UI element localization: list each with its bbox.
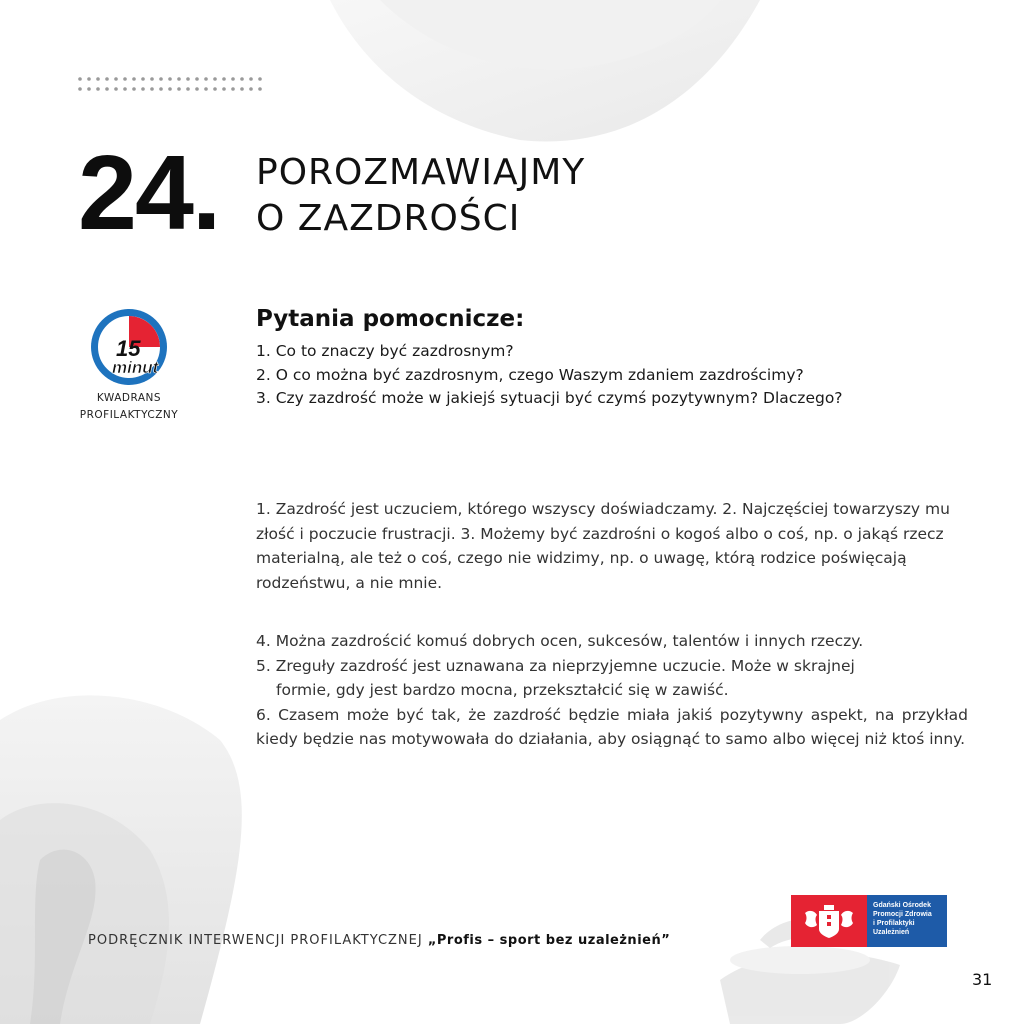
question-item: 3. Czy zazdrość może w jakiejś sytuacji być czymś pozytywnym? Dlaczego? bbox=[256, 389, 843, 407]
footer bbox=[88, 933, 670, 948]
answer-list bbox=[256, 629, 968, 752]
logo-line-3: i Profilaktyki bbox=[873, 920, 915, 927]
answer-item-5-line-1: 5. Zreguły zazdrość jest uznawana za nieprzyjemne uczucie. Może w skrajnej bbox=[256, 656, 855, 675]
logo-line-2: Promocji Zdrowia bbox=[873, 911, 932, 918]
organization-logo bbox=[791, 895, 947, 947]
title-line-2: O ZAZDROŚCI bbox=[256, 198, 521, 239]
questions-heading: Pytania pomocnicze: bbox=[256, 306, 525, 332]
logo-line-4: Uzależnień bbox=[873, 929, 910, 936]
chapter-number: 24. bbox=[78, 134, 220, 252]
page-title bbox=[256, 150, 585, 242]
badge-number: 15 bbox=[116, 336, 141, 361]
stopwatch-icon bbox=[86, 304, 172, 390]
logo-emblem bbox=[791, 895, 867, 947]
page-number: 31 bbox=[972, 970, 993, 989]
question-item: 2. O co można być zazdrosnym, czego Waszym zdaniem zazdrościmy? bbox=[256, 365, 804, 384]
badge-caption-line-1: KWADRANS bbox=[96, 392, 162, 404]
answer-item-5-line-2: formie, gdy jest bardzo mocna, przekształcić się w zawiść. bbox=[276, 681, 729, 699]
badge-caption bbox=[62, 390, 196, 424]
badge-unit: minut bbox=[112, 358, 159, 377]
footer-title: „Profis – sport bez uzależnień” bbox=[427, 933, 671, 948]
badge-caption-line-2: PROFILAKTYCZNY bbox=[79, 409, 179, 421]
title-line-1: POROZMAWIAJMY bbox=[256, 152, 586, 193]
answer-item-4: 4. Można zazdrościć komuś dobrych ocen, sukcesów, talentów i innych rzeczy. bbox=[256, 632, 864, 650]
coat-of-arms-icon bbox=[791, 895, 867, 947]
logo-text-panel bbox=[867, 895, 947, 947]
questions-list bbox=[256, 340, 976, 411]
logo-line-1: Gdański Ośrodek bbox=[873, 902, 931, 909]
answer-paragraph-1: 1. Zazdrość jest uczuciem, którego wszyscy doświadczamy. 2. Najczęściej towarzyszy mu złość i poczucie frustracji. 3. Możemy być zazdrośni o kogoś albo o coś, np. o jakąś rzecz materialną, ale też o coś, czego nie widzimy, np. o uwagę, którą rodzice poświęcają rodzeństwu, a nie mnie. bbox=[256, 500, 950, 592]
question-item: 1. Co to znaczy być zazdrosnym? bbox=[256, 342, 514, 360]
answer-item-6: 6. Czasem może być tak, że zazdrość będzie miała jakiś pozytywny aspekt, na przykład kiedy będzie nas motywowała do działania, aby osiągnąć to samo albo więcej niż ktoś inny. bbox=[256, 705, 968, 748]
timer-badge bbox=[80, 304, 180, 390]
footer-prefix: PODRĘCZNIK INTERWENCJI PROFILAKTYCZNEJ bbox=[88, 933, 428, 948]
dot-divider bbox=[78, 76, 264, 94]
